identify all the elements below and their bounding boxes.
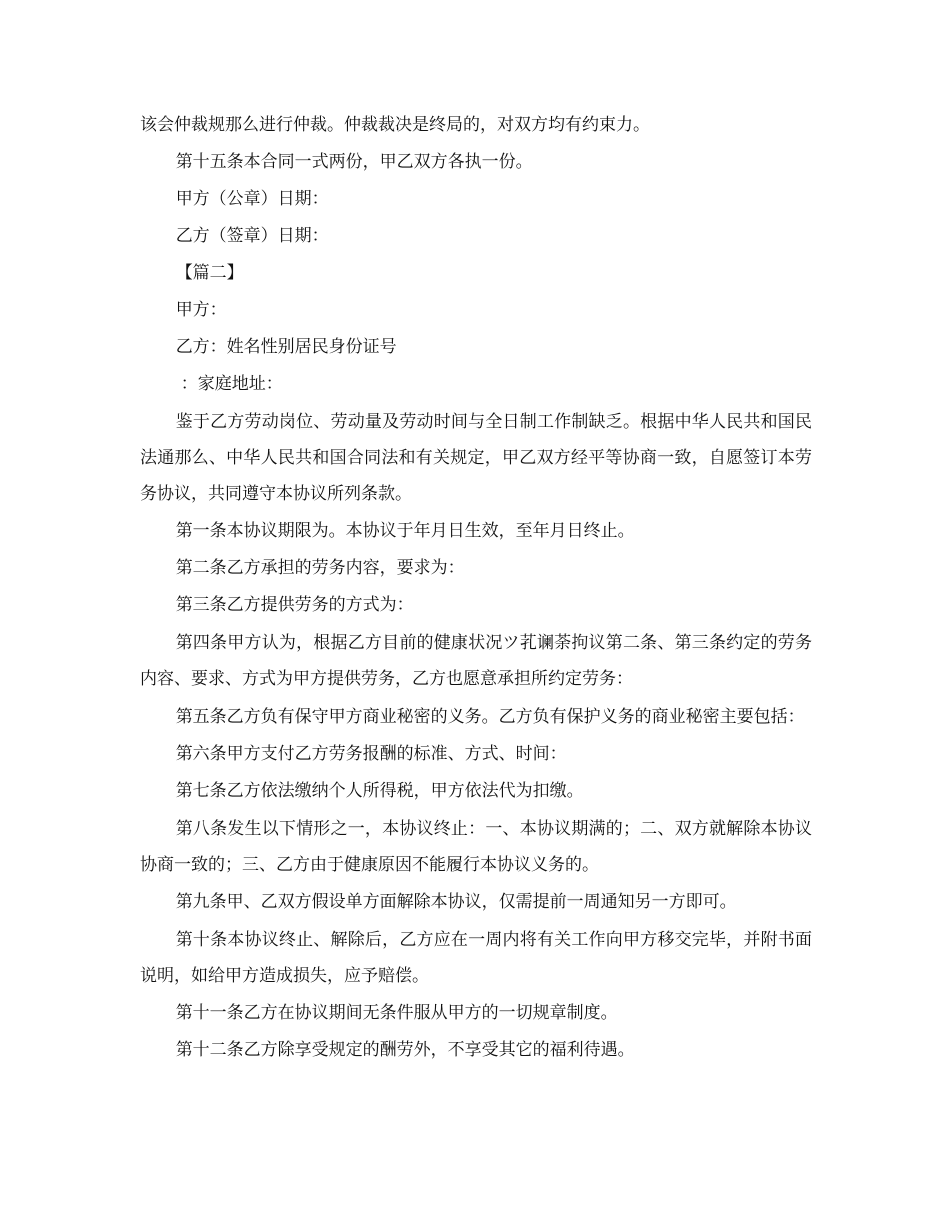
paragraph-article-1: 第一条本协议期限为。本协议于年月日生效，至年月日终止。 (175, 521, 635, 541)
paragraph-arbitration-end: 该会仲裁规那么进行仲裁。仲裁裁决是终局的，对双方均有约束力。 (140, 115, 650, 135)
paragraph-article-15: 第十五条本合同一式两份，甲乙双方各执一份。 (175, 152, 533, 172)
paragraph-article-6: 第六条甲方支付乙方劳务报酬的标准、方式、时间： (175, 744, 567, 764)
paragraph-article-2: 第二条乙方承担的劳务内容，要求为： (175, 558, 465, 578)
document-body (140, 114, 812, 1076)
paragraph-article-12: 第十二条乙方除享受规定的酬劳外，不享受其它的福利待遇。 (175, 1040, 635, 1060)
paragraph-home-address: ：家庭地址： (180, 374, 283, 394)
paragraph-party-a: 甲方： (175, 300, 227, 320)
section-heading-part-two: 【篇二】 (175, 263, 244, 283)
paragraph-article-5: 第五条乙方负有保守甲方商业秘密的义务。乙方负有保护义务的商业秘密主要包括： (175, 707, 805, 727)
paragraph-article-7: 第七条乙方依法缴纳个人所得税，甲方依法代为扣缴。 (175, 781, 584, 801)
paragraph-article-3: 第三条乙方提供劳务的方式为： (175, 595, 414, 615)
paragraph-article-10: 第十条本协议终止、解除后，乙方应在一周内将有关工作向甲方移交完毕，并附书面说明，如给甲方造成损失，应予赔偿。 (140, 930, 812, 986)
paragraph-party-b-sign-date: 乙方（签章）日期： (175, 226, 329, 246)
paragraph-article-8: 第八条发生以下情形之一，本协议终止：一、本协议期满的；二、双方就解除本协议协商一致的；三、乙方由于健康原因不能履行本协议义务的。 (140, 819, 812, 875)
paragraph-preamble: 鉴于乙方劳动岗位、劳动量及劳动时间与全日制工作制缺乏。根据中华人民共和国民法通那么、中华人民共和国合同法和有关规定，甲乙双方经平等协商一致，自愿签订本劳务协议，共同遵守本协议所列条款。 (140, 412, 812, 504)
paragraph-article-4: 第四条甲方认为，根据乙方目前的健康状况ツ芤谰荼拘议第二条、第三条约定的劳务内容、要求、方式为甲方提供劳务，乙方也愿意承担所约定劳务： (140, 633, 812, 689)
paragraph-party-a-seal-date: 甲方（公章）日期： (175, 189, 329, 209)
paragraph-party-b-identity: 乙方：姓名性别居民身份证号 (175, 337, 397, 357)
paragraph-article-9: 第九条甲、乙双方假设单方面解除本协议，仅需提前一周通知另一方即可。 (175, 892, 737, 912)
paragraph-article-11: 第十一条乙方在协议期间无条件服从甲方的一切规章制度。 (175, 1003, 618, 1023)
